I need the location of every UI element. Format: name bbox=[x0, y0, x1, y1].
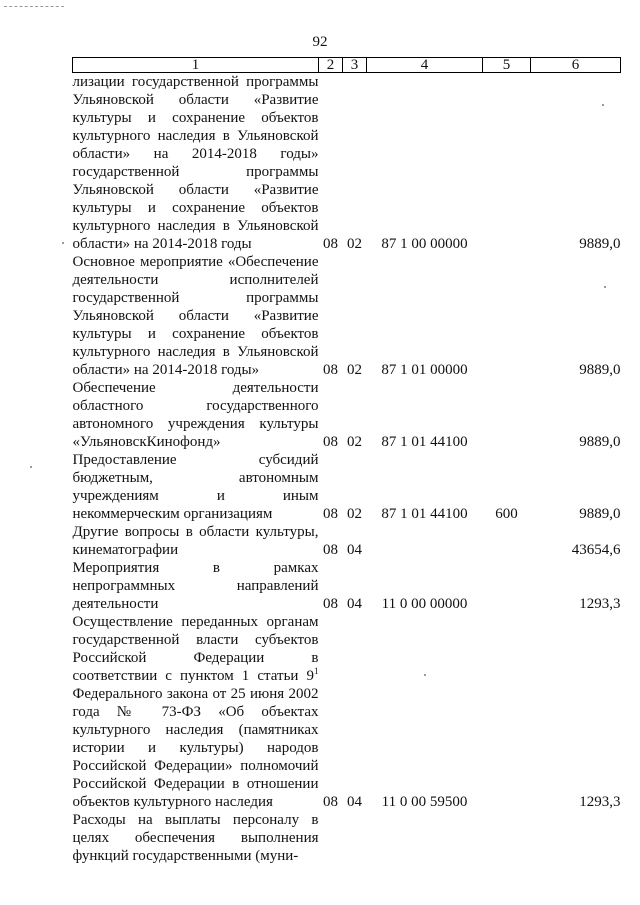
row-amount bbox=[531, 811, 621, 865]
row-target-code bbox=[367, 811, 483, 865]
row-name: Мероприятия в рамках непрограммных направлений деятельности bbox=[72, 560, 319, 612]
row-expense-type bbox=[483, 523, 531, 559]
column-header-6: 6 bbox=[531, 58, 621, 73]
column-header-5: 5 bbox=[483, 58, 531, 73]
row-target-code: 11 0 00 00000 bbox=[381, 596, 468, 612]
row-amount: 9889,0 bbox=[579, 236, 621, 252]
row-subsection: 02 bbox=[347, 506, 362, 522]
budget-table bbox=[72, 57, 621, 865]
scan-speck bbox=[604, 286, 606, 288]
row-section: 08 bbox=[323, 362, 338, 378]
row-section: 08 bbox=[323, 434, 338, 450]
row-name: Другие вопросы в области культуры, кинематографии bbox=[72, 524, 319, 558]
row-name: Обеспечение деятельности областного государственного автономного учреждения культуры «УльяновскКинофонд» bbox=[72, 380, 319, 450]
table-row bbox=[73, 559, 621, 613]
scan-speck bbox=[30, 466, 32, 468]
row-expense-type bbox=[483, 811, 531, 865]
row-name: Расходы на выплаты персоналу в целях обеспечения выполнения функций государственными (муни- bbox=[72, 812, 319, 864]
table-row bbox=[73, 451, 621, 523]
table-row bbox=[73, 253, 621, 379]
table-header-row bbox=[73, 58, 621, 73]
row-section: 08 bbox=[323, 794, 338, 810]
row-section: 08 bbox=[323, 506, 338, 522]
row-name: лизации государственной программы Ульяновской области «Развитие культуры и сохранение объектов культурного наследия в Ульяновской области» на 2014-2018 годы» государственной программы Ульяновской области «Развитие культуры и сохранение объектов культурного наследия в Ульяновской области» на 2014-2018 годы bbox=[72, 74, 319, 252]
row-name: Основное мероприятие «Обеспечение деятельности исполнителей государственной программы Ульяновской области «Развитие культуры и сохранение объектов культурного наследия в Ульяновской области» на 2014-2018 годы» bbox=[72, 254, 319, 378]
row-amount: 9889,0 bbox=[579, 506, 621, 522]
row-section bbox=[319, 811, 343, 865]
column-header-2: 2 bbox=[319, 58, 343, 73]
row-target-code: 87 1 01 00000 bbox=[381, 362, 468, 378]
column-header-3: 3 bbox=[343, 58, 367, 73]
table-row bbox=[73, 523, 621, 559]
row-section: 08 bbox=[323, 596, 338, 612]
row-expense-type bbox=[483, 559, 531, 613]
column-header-4: 4 bbox=[367, 58, 483, 73]
row-expense-type bbox=[483, 379, 531, 451]
row-subsection: 04 bbox=[347, 542, 362, 558]
row-target-code: 87 1 00 00000 bbox=[381, 236, 468, 252]
scan-speck bbox=[424, 674, 426, 676]
row-amount: 1293,3 bbox=[579, 596, 621, 612]
row-amount: 9889,0 bbox=[579, 362, 621, 378]
row-target-code bbox=[367, 523, 483, 559]
row-expense-type bbox=[483, 613, 531, 811]
row-subsection: 02 bbox=[347, 362, 362, 378]
row-target-code: 87 1 01 44100 bbox=[381, 434, 468, 450]
row-expense-type bbox=[483, 253, 531, 379]
scan-speck bbox=[602, 104, 604, 106]
row-amount: 9889,0 bbox=[579, 434, 621, 450]
row-name-part: Осуществление переданных органам государственной власти субъектов Российской Федерации в соответствии с пунктом 1 статьи 9 bbox=[72, 614, 319, 684]
row-subsection bbox=[343, 811, 367, 865]
table-row bbox=[73, 73, 621, 254]
row-section: 08 bbox=[323, 236, 338, 252]
row-subsection: 04 bbox=[347, 596, 362, 612]
row-amount: 43654,6 bbox=[571, 542, 621, 558]
row-subsection: 02 bbox=[347, 236, 362, 252]
scan-speck bbox=[62, 242, 64, 244]
superscript-marker: 1 bbox=[314, 666, 319, 676]
table-row bbox=[73, 379, 621, 451]
column-header-1: 1 bbox=[73, 58, 319, 73]
row-name bbox=[73, 613, 319, 811]
row-name: Предоставление субсидий бюджетным, автономным учреждениям и иным некоммерческим организациям bbox=[72, 452, 319, 522]
row-subsection: 02 bbox=[347, 434, 362, 450]
scan-artifact-line bbox=[4, 6, 64, 7]
table-row bbox=[73, 811, 621, 865]
row-section: 08 bbox=[323, 542, 338, 558]
page-number: 92 bbox=[312, 34, 328, 50]
row-amount: 1293,3 bbox=[579, 794, 621, 810]
row-expense-type: 600 bbox=[495, 506, 518, 522]
row-target-code: 87 1 01 44100 bbox=[381, 506, 468, 522]
row-subsection: 04 bbox=[347, 794, 362, 810]
row-expense-type bbox=[483, 73, 531, 254]
table-row bbox=[73, 613, 621, 811]
row-target-code: 11 0 00 59500 bbox=[381, 794, 468, 810]
row-name-part: Федерального закона от 25 июня 2002 года № 73-ФЗ «Об объектах культурного наследия (памятниках истории и культуры) народов Российской Федерации» полномочий Российской Федерации в отношении объектов культурного наследия bbox=[72, 686, 319, 810]
